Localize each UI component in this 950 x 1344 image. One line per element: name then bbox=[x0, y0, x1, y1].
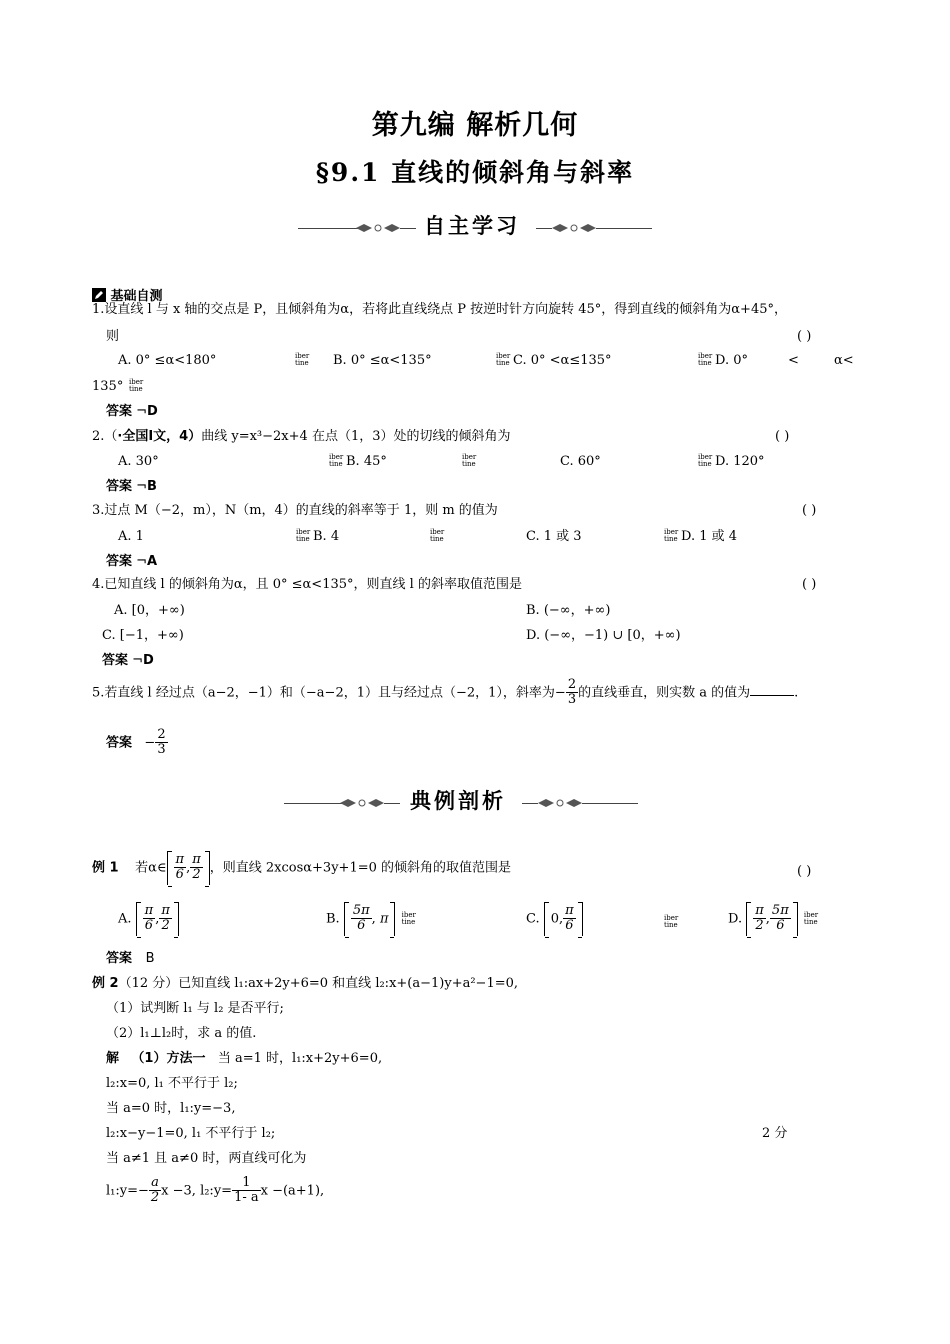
stamp-icon: iber tine bbox=[664, 914, 679, 929]
option-d: D. 0° bbox=[715, 353, 748, 368]
stamp-icon: iber tine bbox=[664, 528, 679, 543]
stamp-icon: iber tine bbox=[698, 453, 713, 468]
answer-paren: ( ) bbox=[797, 864, 812, 879]
solution-line: 当 a≠1 且 a≠0 时，两直线可化为 bbox=[106, 1151, 307, 1166]
answer-paren: ( ) bbox=[802, 577, 817, 592]
option-d: D. $\frac{\pi}{2}$ , $\frac{5\pi}{6}$ iber tine bbox=[728, 902, 820, 936]
example-1-text: 例 1 若α∈ $\frac{\pi}{6}$ , $\frac{\pi}{2}$ ，则直线 2xcosα+3y+1=0 的倾斜角的取值范围是 bbox=[92, 851, 511, 885]
option-d-part: α< bbox=[834, 353, 854, 368]
example-2-sub1: （1）试判断 l₁ 与 l₂ 是否平行; bbox=[106, 1001, 284, 1016]
option-a: A. 0° ≤α<180° bbox=[118, 353, 217, 368]
answer-paren: ( ) bbox=[802, 503, 817, 518]
answer-paren: ( ) bbox=[797, 329, 812, 344]
option-d: D. 1 或 4 bbox=[681, 529, 738, 544]
option-b: B. 45° bbox=[346, 454, 387, 469]
question-1-text: 1.设直线 l 与 x 轴的交点是 P，且倾斜角为α，若将此直线绕点 P 按逆时针方向旋转 45°，得到直线的倾斜角为α+45°， bbox=[92, 302, 787, 317]
solution-line: 当 a=0 时，l₁:y=−3, bbox=[106, 1101, 236, 1116]
question-1-cont: 则 bbox=[106, 329, 120, 344]
option-c: C. 1 或 3 bbox=[526, 529, 582, 544]
solution-line: 解 （1）方法一 当 a=1 时，l₁:x+2y+6=0, bbox=[106, 1051, 383, 1066]
option-b: B. (−∞，+∞) bbox=[526, 603, 611, 618]
section-title: §9.1 直线的倾斜角与斜率 bbox=[315, 158, 635, 187]
answer-row: 答案 B bbox=[106, 951, 155, 966]
solution-line: l₁:y=− $\frac{a}{2}$ x −3, l₂:y= $\frac{1}{1- a}$ x −(a+1), bbox=[106, 1175, 325, 1206]
pencil-icon bbox=[92, 288, 106, 302]
option-d: D. (−∞，−1) ∪ [0，+∞) bbox=[526, 628, 681, 643]
option-b: B. 4 bbox=[313, 529, 340, 544]
option-d: D. 120° bbox=[715, 454, 765, 469]
option-b: B. 0° ≤α<135° bbox=[333, 353, 432, 368]
option-c: C. 60° bbox=[560, 454, 601, 469]
ornament-icon bbox=[538, 798, 582, 808]
answer-row: 答案 ¬D bbox=[102, 653, 154, 668]
stamp-icon: iber tine bbox=[129, 378, 144, 393]
option-d-part: < bbox=[788, 353, 799, 368]
stamp-icon: iber tine bbox=[496, 352, 511, 367]
stamp-icon: iber tine bbox=[295, 352, 310, 367]
answer-row: 答案 − $\frac{2}{3}$ bbox=[106, 727, 166, 758]
option-d-part: 135° bbox=[92, 379, 124, 394]
stamp-icon: iber tine bbox=[329, 453, 344, 468]
option-a: A. $\frac{\pi}{6}$ , $\frac{\pi}{2}$ bbox=[118, 902, 179, 936]
example-2-text: 例 2（12 分）已知直线 l₁:ax+2y+6=0 和直线 l₂:x+(a−1)y+a²−1=0, bbox=[92, 976, 519, 991]
question-3-text: 3.过点 M（−2，m），N（m，4）的直线的斜率等于 1，则 m 的值为 bbox=[92, 503, 498, 518]
section-label: 典例剖析 bbox=[410, 789, 506, 813]
question-2-text: 2.（·全国Ⅰ文，4）曲线 y=x³−2x+4 在点（1，3）处的切线的倾斜角为 bbox=[92, 429, 511, 444]
section-label: 自主学习 bbox=[424, 214, 520, 238]
ornament-icon bbox=[340, 798, 384, 808]
question-4-text: 4.已知直线 l 的倾斜角为α，且 0° ≤α<135°，则直线 l 的斜率取值范围是 bbox=[92, 577, 522, 592]
option-c: C. [−1，+∞) bbox=[102, 628, 184, 643]
example-2-sub2: （2）l₁⊥l₂时，求 a 的值. bbox=[106, 1026, 257, 1041]
score-label: 2 分 bbox=[762, 1126, 788, 1141]
stamp-icon: iber tine bbox=[698, 352, 713, 367]
question-5-text: 5.若直线 l 经过点（a−2，−1）和（−a−2，1）且与经过点（−2，1），斜率为− $\frac{2}{3}$ 的直线垂直，则实数 a 的值为 . bbox=[92, 677, 799, 708]
answer-row: 答案 ¬A bbox=[106, 554, 158, 569]
ornament-icon bbox=[356, 223, 400, 233]
chapter-title: 第九编 解析几何 bbox=[371, 110, 579, 141]
stamp-icon: iber tine bbox=[296, 528, 311, 543]
option-a: A. [0，+∞) bbox=[114, 603, 185, 618]
answer-paren: ( ) bbox=[775, 429, 790, 444]
option-b: B. $\frac{5\pi}{6}$ , π iber tine bbox=[326, 902, 418, 936]
self-test-heading: 基础自测 bbox=[92, 288, 163, 303]
option-a: A. 30° bbox=[118, 454, 159, 469]
option-c: C. 0, $\frac{\pi}{6}$ bbox=[526, 902, 583, 936]
solution-line: l₂:x=0, l₁ 不平行于 l₂; bbox=[106, 1076, 238, 1091]
ornament-icon bbox=[552, 223, 596, 233]
stamp-icon: iber tine bbox=[462, 453, 477, 468]
solution-line: l₂:x−y−1=0, l₁ 不平行于 l₂; bbox=[106, 1126, 276, 1141]
stamp-icon: iber tine bbox=[430, 528, 445, 543]
option-c: C. 0° <α≤135° bbox=[513, 353, 612, 368]
answer-row: 答案 ¬D bbox=[106, 404, 158, 419]
answer-row: 答案 ¬B bbox=[106, 479, 157, 494]
option-a: A. 1 bbox=[118, 529, 144, 544]
